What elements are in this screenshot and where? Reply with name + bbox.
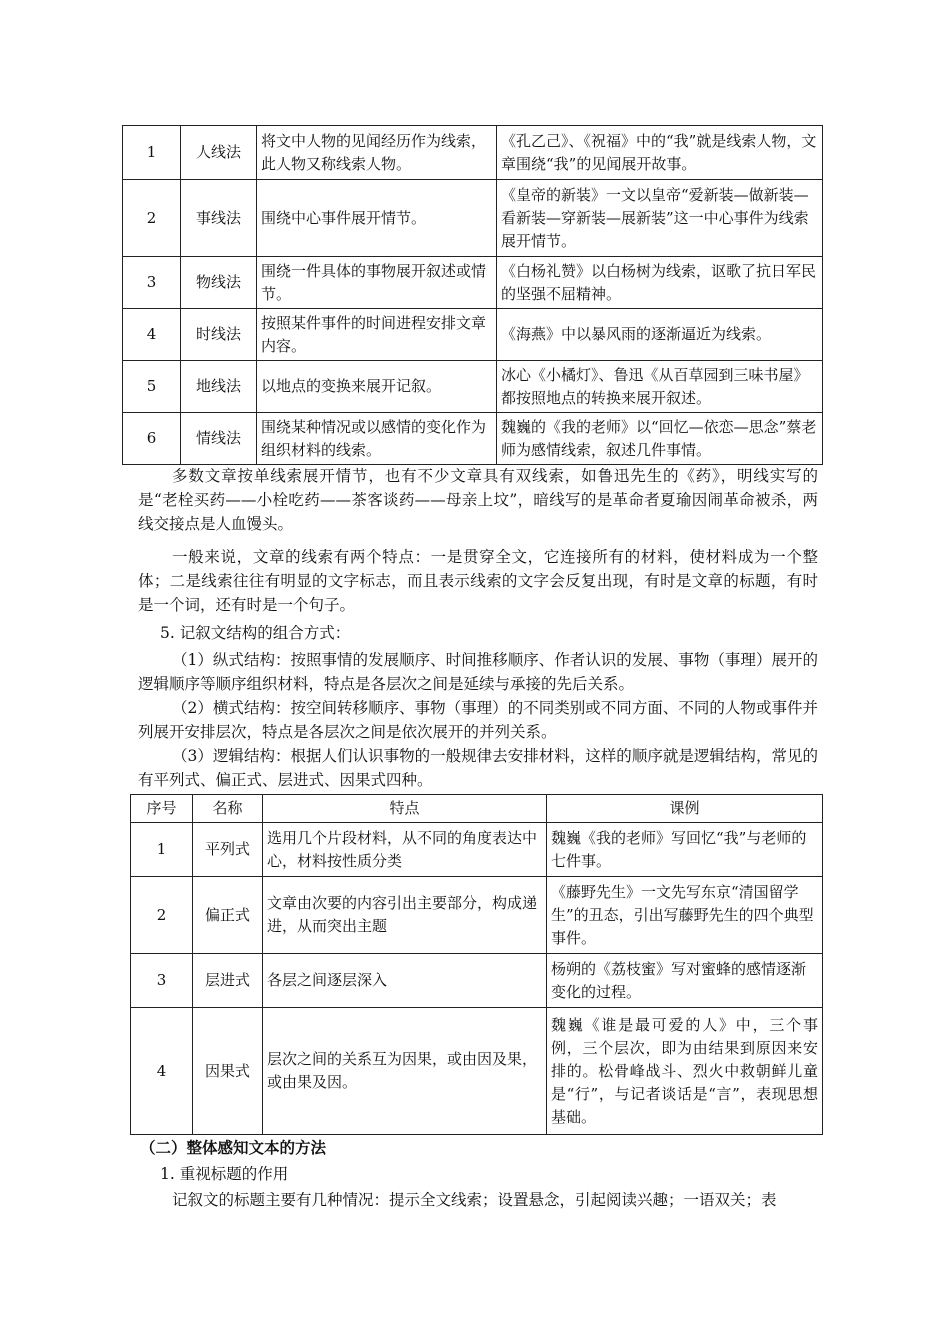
method-description: 围绕某种情况或以感情的变化作为组织材料的线索。 bbox=[257, 413, 497, 465]
structure-feature: 选用几个片段材料，从不同的角度表达中心，材料按性质分类 bbox=[263, 823, 547, 877]
header-number: 序号 bbox=[131, 795, 193, 823]
method-name: 地线法 bbox=[181, 361, 257, 413]
structure-example: 杨朔的《荔枝蜜》写对蜜蜂的感情逐渐变化的过程。 bbox=[547, 954, 823, 1008]
table-row bbox=[123, 361, 823, 413]
row-number: 3 bbox=[131, 954, 193, 1008]
method-description: 围绕一件具体的事物展开叙述或情节。 bbox=[257, 257, 497, 309]
row-number: 2 bbox=[123, 180, 181, 257]
double-clue-paragraph: 多数文章按单线索展开情节，也有不少文章具有双线索，如鲁迅先生的《药》，明线实写的是“老栓买药——小栓吃药——茶客谈药——母亲上坟”，暗线写的是革命者夏瑜因闹革命被杀，两线交接点是人血馒头。 bbox=[138, 467, 818, 533]
table-row bbox=[131, 1008, 823, 1135]
table-row bbox=[123, 126, 823, 180]
title-types-paragraph: 记叙文的标题主要有几种情况：提示全文线索；设置悬念，引起阅读兴趣；一语双关；表 bbox=[172, 1191, 777, 1209]
table-row bbox=[123, 257, 823, 309]
table-row bbox=[131, 823, 823, 877]
structure-name: 平列式 bbox=[193, 823, 263, 877]
structure-feature: 层次之间的关系互为因果，或由因及果，或由果及因。 bbox=[263, 1008, 547, 1135]
method-name: 事线法 bbox=[181, 180, 257, 257]
table-row bbox=[123, 180, 823, 257]
row-number: 3 bbox=[123, 257, 181, 309]
row-number: 4 bbox=[131, 1008, 193, 1135]
method-example: 《孔乙己》、《祝福》中的“我”就是线索人物，文章围绕“我”的见闻展开故事。 bbox=[497, 126, 823, 180]
row-number: 6 bbox=[123, 413, 181, 465]
method-description: 以地点的变换来展开记叙。 bbox=[257, 361, 497, 413]
clue-features-paragraph: 一般来说，文章的线索有两个特点：一是贯穿全文，它连接所有的材料，使材料成为一个整体；二是线索往往有明显的文字标志，而且表示线索的文字会反复出现，有时是文章的标题，有时是一个词，还有时是一个句子。 bbox=[138, 548, 818, 614]
method-example: 冰心《小橘灯》、鲁迅《从百草园到三味书屋》都按照地点的转换来展开叙述。 bbox=[497, 361, 823, 413]
header-feature: 特点 bbox=[263, 795, 547, 823]
section-item-1: 1. 重视标题的作用 bbox=[160, 1165, 289, 1183]
table-row bbox=[131, 954, 823, 1008]
logical-structure-table bbox=[130, 794, 823, 1135]
method-description: 将文中人物的见闻经历作为线索，此人物又称线索人物。 bbox=[257, 126, 497, 180]
header-example: 课例 bbox=[547, 795, 823, 823]
section-heading: （二）整体感知文本的方法 bbox=[140, 1138, 327, 1157]
row-number: 2 bbox=[131, 877, 193, 954]
clue-methods-table bbox=[122, 125, 823, 465]
table-header-row bbox=[131, 795, 823, 823]
row-number: 5 bbox=[123, 361, 181, 413]
method-example: 《白杨礼赞》以白杨树为线索，讴歌了抗日军民的坚强不屈精神。 bbox=[497, 257, 823, 309]
structure-example: 魏巍《我的老师》写回忆“我”与老师的七件事。 bbox=[547, 823, 823, 877]
structure-name: 因果式 bbox=[193, 1008, 263, 1135]
method-description: 按照某件事件的时间进程安排文章内容。 bbox=[257, 309, 497, 361]
table-row bbox=[123, 309, 823, 361]
method-name: 物线法 bbox=[181, 257, 257, 309]
section-item-5: 5. 记叙文结构的组合方式： bbox=[160, 624, 351, 642]
structure-name: 层进式 bbox=[193, 954, 263, 1008]
table-row bbox=[131, 877, 823, 954]
vertical-structure-paragraph: （1）纵式结构：按照事情的发展顺序、时间推移顺序、作者认识的发展、事物（事理）展开的逻辑顺序等顺序组织材料，特点是各层次之间是延续与承接的先后关系。 bbox=[138, 651, 818, 693]
method-name: 时线法 bbox=[181, 309, 257, 361]
structure-feature: 各层之间逐层深入 bbox=[263, 954, 547, 1008]
structure-example: 魏巍《谁是最可爱的人》中，三个事例，三个层次，即为由结果到原因来安排的。松骨峰战斗、烈火中救朝鲜儿童是“行”，与记者谈话是“言”，表现思想基础。 bbox=[547, 1008, 823, 1135]
structure-feature: 文章由次要的内容引出主要部分，构成递进，从而突出主题 bbox=[263, 877, 547, 954]
structure-example: 《藤野先生》一文先写东京“清国留学生”的丑态，引出写藤野先生的四个典型事件。 bbox=[547, 877, 823, 954]
method-name: 情线法 bbox=[181, 413, 257, 465]
logical-structure-paragraph: （3）逻辑结构：根据人们认识事物的一般规律去安排材料，这样的顺序就是逻辑结构，常见的有平列式、偏正式、层进式、因果式四种。 bbox=[138, 747, 818, 789]
row-number: 1 bbox=[131, 823, 193, 877]
row-number: 4 bbox=[123, 309, 181, 361]
horizontal-structure-paragraph: （2）横式结构：按空间转移顺序、事物（事理）的不同类别或不同方面、不同的人物或事件并列展开安排层次，特点是各层次之间是依次展开的并列关系。 bbox=[138, 699, 818, 741]
row-number: 1 bbox=[123, 126, 181, 180]
structure-name: 偏正式 bbox=[193, 877, 263, 954]
method-example: 《海燕》中以暴风雨的逐渐逼近为线索。 bbox=[497, 309, 823, 361]
table-row bbox=[123, 413, 823, 465]
method-name: 人线法 bbox=[181, 126, 257, 180]
method-example: 《皇帝的新装》一文以皇帝“爱新装—做新装—看新装—穿新装—展新装”这一中心事件为线索展开情节。 bbox=[497, 180, 823, 257]
method-example: 魏巍的《我的老师》以“回忆—依恋—思念”蔡老师为感情线索，叙述几件事情。 bbox=[497, 413, 823, 465]
method-description: 围绕中心事件展开情节。 bbox=[257, 180, 497, 257]
header-name: 名称 bbox=[193, 795, 263, 823]
